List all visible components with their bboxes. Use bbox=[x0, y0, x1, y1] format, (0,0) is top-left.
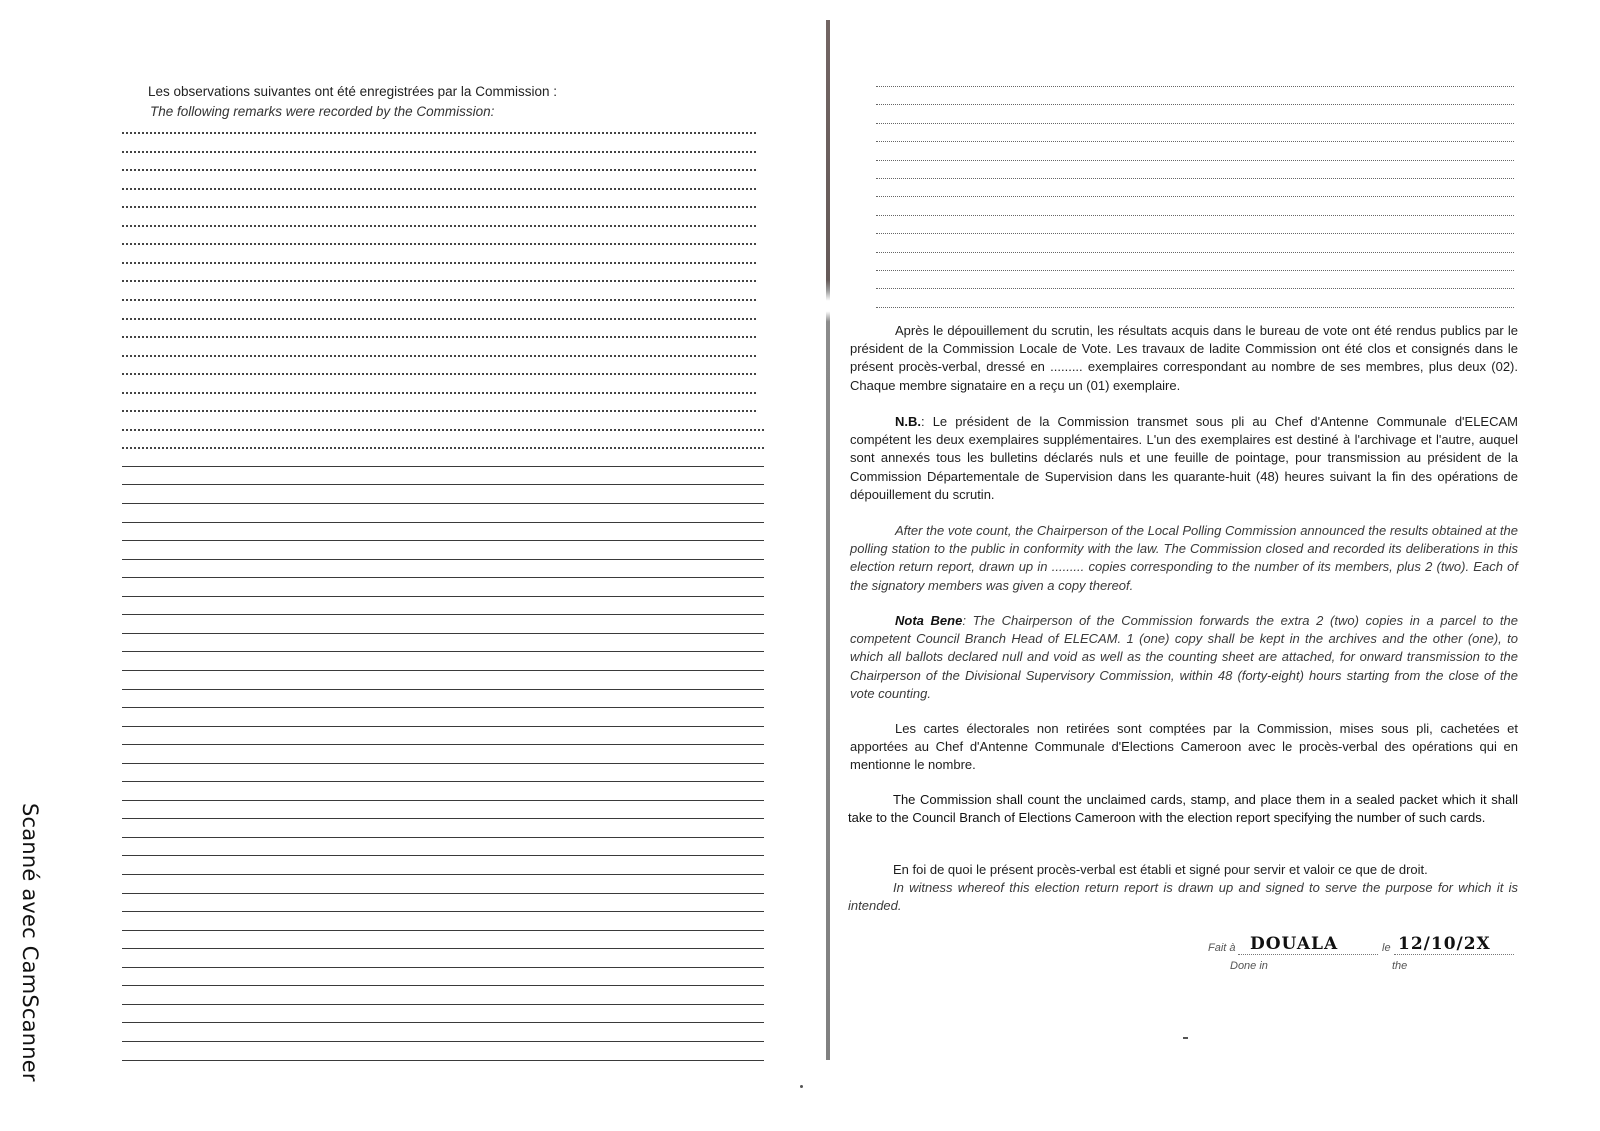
remark-line[interactable] bbox=[122, 911, 764, 912]
camscanner-watermark: Scanné avec CamScanner bbox=[18, 803, 42, 1082]
remark-line[interactable] bbox=[122, 373, 756, 375]
remark-line[interactable] bbox=[122, 410, 756, 412]
remark-line[interactable] bbox=[122, 355, 756, 357]
remark-line[interactable] bbox=[876, 233, 1514, 234]
remark-line[interactable] bbox=[122, 206, 756, 208]
remark-line[interactable] bbox=[122, 280, 756, 282]
remark-line[interactable] bbox=[122, 225, 756, 227]
done-at-label-fr: Fait à bbox=[1208, 942, 1236, 954]
remark-line[interactable] bbox=[876, 215, 1514, 216]
date-handwritten-value: 12/10/2X bbox=[1398, 934, 1491, 954]
remark-line[interactable] bbox=[122, 262, 756, 264]
results-paragraph-en: After the vote count, the Chairperson of the Local Polling Commission announced the results obtained at the polling station to the public in conformity with the law. The Commission closed and recorded its deliberations in this election return report, drawn up in ......... copies corresponding to the number of its members, plus 2 (two). Each of the signatory members was given a copy thereof. bbox=[850, 523, 1518, 593]
remark-line[interactable] bbox=[122, 893, 764, 894]
remark-line[interactable] bbox=[122, 1004, 764, 1005]
remark-line[interactable] bbox=[876, 160, 1514, 161]
remark-line[interactable] bbox=[122, 447, 764, 449]
remarks-heading-fr: Les observations suivantes ont été enregistrées par la Commission : bbox=[148, 84, 557, 99]
remark-line[interactable] bbox=[122, 466, 764, 467]
remark-line[interactable] bbox=[122, 633, 764, 634]
remark-line[interactable] bbox=[876, 104, 1514, 105]
remark-line[interactable] bbox=[876, 288, 1514, 289]
date-label-fr: le bbox=[1382, 942, 1391, 954]
witness-paragraph-en: In witness whereof this election return report is drawn up and signed to serve the purpose for which it is intended. bbox=[848, 880, 1518, 914]
remark-line[interactable] bbox=[876, 270, 1514, 271]
remark-line[interactable] bbox=[876, 252, 1514, 253]
remark-line[interactable] bbox=[876, 86, 1514, 87]
remark-line[interactable] bbox=[876, 178, 1514, 179]
remark-line[interactable] bbox=[122, 188, 756, 190]
nota-bene-paragraph-en: Nota Bene: The Chairperson of the Commission forwards the extra 2 (two) copies in a parcel to the competent Council Branch Head of ELECAM. 1 (one) copy shall be kept in the archives and the other (one), to which all ballots declared null and void as well as the counting sheet are attached, for onward transmission to the Chairperson of the Divisional Supervisory Commission, within 48 (forty-eight) hours starting from the close of the vote counting. bbox=[850, 613, 1518, 701]
remark-line[interactable] bbox=[122, 243, 756, 245]
remark-line[interactable] bbox=[122, 1060, 764, 1061]
remark-line[interactable] bbox=[122, 670, 764, 671]
remark-line[interactable] bbox=[122, 336, 756, 338]
witness-paragraph-fr: En foi de quoi le présent procès-verbal est établi et signé pour servir et valoir ce que de droit. bbox=[893, 862, 1428, 877]
remark-line[interactable] bbox=[122, 318, 756, 320]
remark-line[interactable] bbox=[122, 1022, 764, 1023]
remark-line[interactable] bbox=[122, 855, 764, 856]
remarks-heading-en: The following remarks were recorded by the Commission: bbox=[150, 104, 495, 119]
signature-block bbox=[1208, 934, 1548, 988]
remark-line[interactable] bbox=[122, 596, 764, 597]
remark-line[interactable] bbox=[122, 1041, 764, 1042]
remark-line[interactable] bbox=[876, 307, 1514, 308]
remark-line[interactable] bbox=[122, 503, 764, 504]
remark-line[interactable] bbox=[876, 123, 1514, 124]
nb-paragraph-fr: N.B.: Le président de la Commission transmet sous pli au Chef d'Antenne Communale d'ELECAM compétent les deux exemplaires supplémentaires. L'un des exemplaires est destiné à l'archivage et l'autre, auquel sont annexés tous les bulletins déclarés nuls et une feuille de pointage, pour transmission au président de la Commission Départementale de Supervision dans les quarante-huit (48) heures suivant la fin des opérations de dépouillement du scrutin. bbox=[850, 414, 1518, 502]
remark-line[interactable] bbox=[876, 196, 1514, 197]
scan-speck bbox=[800, 1085, 803, 1088]
remark-line[interactable] bbox=[122, 763, 764, 764]
remark-line[interactable] bbox=[122, 559, 764, 560]
done-at-label-en: Done in bbox=[1230, 960, 1268, 972]
date-label-en: the bbox=[1392, 960, 1408, 972]
remark-line[interactable] bbox=[122, 800, 764, 801]
remark-line[interactable] bbox=[122, 726, 764, 727]
results-paragraph-fr: Après le dépouillement du scrutin, les résultats acquis dans le bureau de vote ont été rendus publics par le président de la Commission Locale de Vote. Les travaux de ladite Commission ont été clos et consignés dans le présent procès-verbal, dressé en ......... exemplaires correspondant au nombre de ses membres, plus deux (02). Chaque membre signataire en a reçu un (01) exemplaire. bbox=[850, 323, 1518, 393]
remark-line[interactable] bbox=[122, 818, 764, 819]
remark-line[interactable] bbox=[122, 985, 764, 986]
remark-line[interactable] bbox=[122, 392, 756, 394]
remark-line[interactable] bbox=[122, 874, 764, 875]
remark-line[interactable] bbox=[122, 132, 756, 134]
done-at-handwritten-value: DOUALA bbox=[1250, 934, 1339, 954]
remark-line[interactable] bbox=[122, 707, 764, 708]
remark-line[interactable] bbox=[122, 299, 756, 301]
remark-line[interactable] bbox=[122, 151, 756, 153]
nota-bene-lead: Nota Bene bbox=[895, 613, 963, 628]
remark-line[interactable] bbox=[122, 522, 764, 523]
remark-line[interactable] bbox=[122, 429, 764, 431]
unclaimed-cards-paragraph-en: The Commission shall count the unclaimed cards, stamp, and place them in a sealed packet which it shall take to the Council Branch of Elections Cameroon with the election report specifying the number of such cards. bbox=[848, 792, 1518, 826]
remark-line[interactable] bbox=[122, 484, 764, 485]
scan-speck bbox=[1183, 1037, 1188, 1039]
remark-line[interactable] bbox=[122, 781, 764, 782]
remark-line[interactable] bbox=[876, 141, 1514, 142]
remark-line[interactable] bbox=[122, 169, 756, 171]
remark-line[interactable] bbox=[122, 967, 764, 968]
remark-line[interactable] bbox=[122, 837, 764, 838]
page-spine-divider bbox=[826, 20, 830, 1060]
remark-line[interactable] bbox=[122, 930, 764, 931]
unclaimed-cards-paragraph-fr: Les cartes électorales non retirées sont comptées par la Commission, mises sous pli, cachetées et apportées au Chef d'Antenne Communale d'Elections Cameroon avec le procès-verbal des opérations qui en mentionne le nombre. bbox=[850, 721, 1518, 773]
remark-line[interactable] bbox=[122, 689, 764, 690]
nb-lead: N.B. bbox=[895, 414, 921, 429]
remark-line[interactable] bbox=[122, 948, 764, 949]
remark-line[interactable] bbox=[122, 540, 764, 541]
remark-line[interactable] bbox=[122, 614, 764, 615]
remark-line[interactable] bbox=[122, 577, 764, 578]
remark-line[interactable] bbox=[122, 744, 764, 745]
remark-line[interactable] bbox=[122, 651, 764, 652]
